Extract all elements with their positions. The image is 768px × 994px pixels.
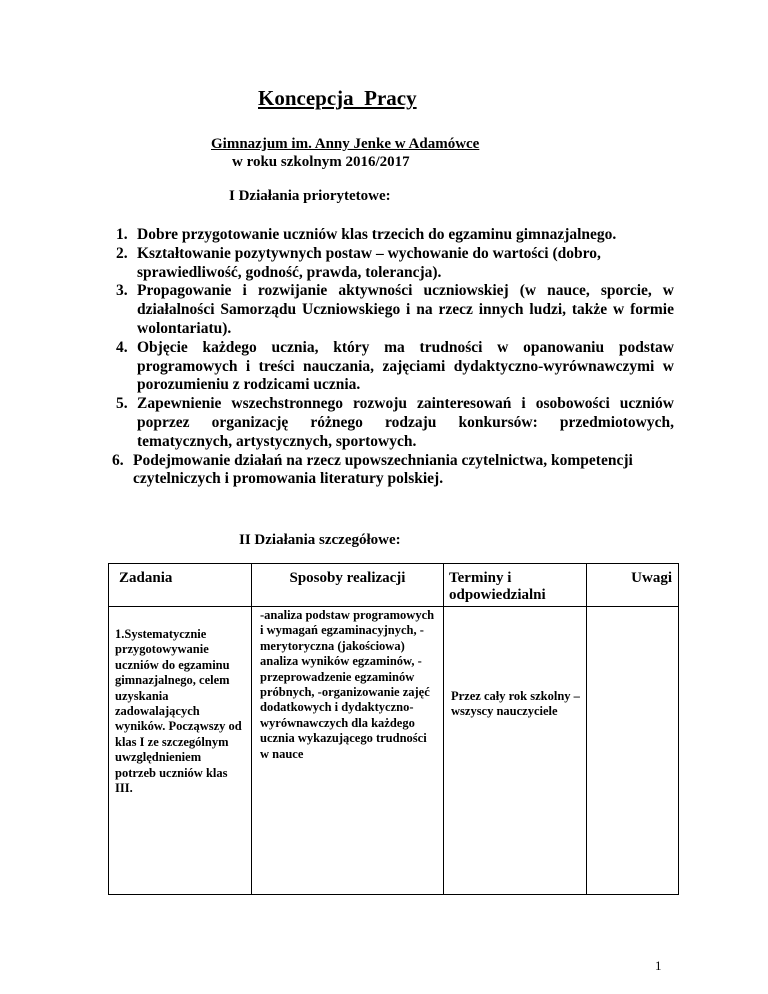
- priority-item: [116, 395, 674, 451]
- priority-number: 5.: [116, 395, 128, 413]
- priorities-list: [112, 226, 674, 489]
- priority-item: [116, 226, 674, 245]
- priority-number: 3.: [116, 282, 128, 300]
- priority-text: Propagowanie i rozwijanie aktywności uczniowskiej (w nauce, sporcie, w działalności Samorządu Uczniowskiego i na rzecz innych ludzi, także w formie wolontariatu).: [137, 282, 674, 337]
- header-deadlines: Terminy i odpowiedzialni: [444, 564, 587, 607]
- priority-number: 1.: [116, 226, 128, 243]
- priority-item: [116, 339, 674, 395]
- priority-number: 6.: [112, 451, 124, 469]
- header-tasks: Zadania: [109, 564, 252, 607]
- priority-text: Objęcie każdego ucznia, który ma trudności w opanowaniu podstaw programowych i treści nauczania, zajęciami dydaktyczno-wyrównawczymi w porozumieniu z rodzicami ucznia.: [137, 338, 674, 394]
- priority-text: Podejmowanie działań na rzecz upowszechniania czytelnictwa, kompetencji czytelniczych i promowania literatury polskiej.: [133, 451, 633, 488]
- section-details-heading: II Działania szczegółowe:: [239, 532, 401, 548]
- cell-methods: -analiza podstaw programowych i wymagań egzaminacyjnych, - merytoryczna (jakościowa) analiza wyników egzaminów, -przeprowadzenie egzaminów próbnych, -organizowanie zajęć dodatkowych i dydaktyczno-wyrównawczych dla każdego ucznia wykazującego trudności w nauce: [252, 607, 444, 895]
- table-header-row: [109, 564, 679, 607]
- priority-text: Dobre przygotowanie uczniów klas trzecich do egzaminu gimnazjalnego.: [137, 226, 617, 243]
- priority-item: [112, 452, 670, 490]
- school-year: w roku szkolnym 2016/2017: [232, 154, 410, 170]
- header-notes: Uwagi: [587, 564, 679, 607]
- school-name: Gimnazjum im. Anny Jenke w Adamówce: [211, 136, 480, 152]
- cell-notes: [587, 607, 679, 895]
- priority-number: 4.: [116, 338, 128, 356]
- cell-task: 1.Systematycznie przygotowywanie uczniów do egzaminu gimnazjalnego, celem uzyskania zadowalających wyników. Począwszy od klas I ze szczególnym uwzględnieniem potrzeb uczniów klas III.: [109, 607, 252, 895]
- document-title: Koncepcja Pracy: [258, 86, 417, 110]
- priority-number: 2.: [116, 244, 128, 262]
- section-priorities-heading: I Działania priorytetowe:: [229, 188, 391, 204]
- cell-deadline: Przez cały rok szkolny – wszyscy nauczyciele: [444, 607, 587, 895]
- table-row: [109, 607, 679, 895]
- page-number: 1: [655, 958, 662, 973]
- priority-item: [116, 245, 674, 283]
- priority-item: [116, 282, 674, 338]
- tasks-table: [108, 563, 679, 895]
- priority-text: Zapewnienie wszechstronnego rozwoju zainteresowań i osobowości uczniów poprzez organizację różnego rodzaju konkursów: przedmiotowych, tematycznych, artystycznych, sportowych.: [137, 395, 674, 450]
- header-methods: Sposoby realizacji: [252, 564, 444, 607]
- priority-text: Kształtowanie pozytywnych postaw – wychowanie do wartości (dobro, sprawiedliwość, godność, prawda, tolerancja).: [137, 244, 601, 281]
